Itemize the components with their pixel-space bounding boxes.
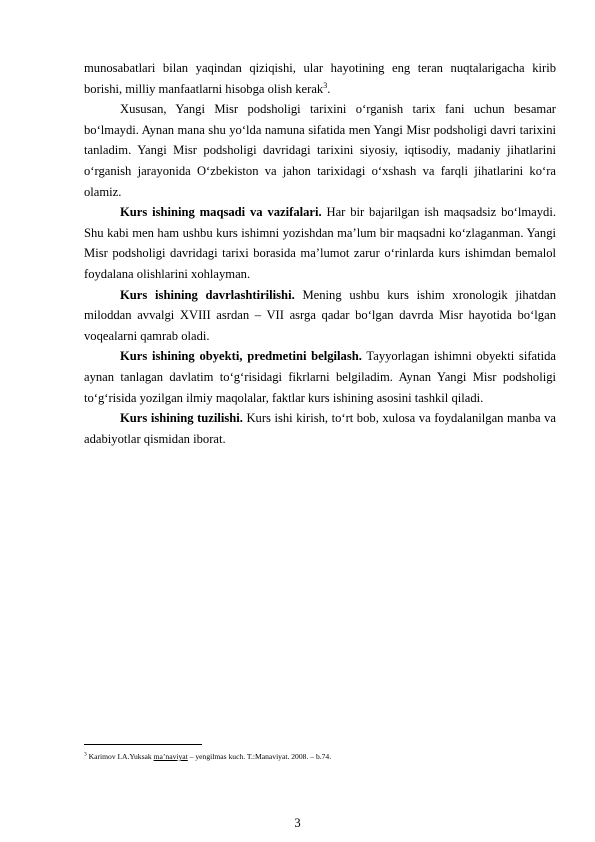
body-text	[84, 58, 556, 449]
footnote-reference[interactable]: 3	[323, 80, 328, 90]
paragraph-3-text: Har bir bajarilgan ish maqsadsiz bo‘lmaydi. Shu kabi men ham ushbu kurs ishimni yozishdan ma’lum bir maqsadni ko‘zlaganman. Yangi Misr podsholigi davridagi tarixi borasida ma’lumot zarur o‘rinlarda kurs ishimdan bemalol foydalana olishlarini xohlayman.	[84, 205, 556, 281]
section-heading-structure: Kurs ishining tuzilishi.	[120, 411, 243, 426]
paragraph-4	[84, 285, 556, 347]
paragraph-6	[84, 408, 556, 449]
section-heading-goal: Kurs ishining maqsadi va vazifalari.	[120, 205, 322, 220]
paragraph-1-text: munosabatlari bilan yaqindan qiziqishi, ular hayotining eng teran nuqtalarigacha kirib borishi, milliy manfaatlarni hisobga olish kerak	[84, 61, 556, 96]
section-heading-object: Kurs ishining obyekti, predmetini belgilash.	[120, 349, 362, 364]
paragraph-2-text: Xususan, Yangi Misr podsholigi tarixini o‘rganish tarix fani uchun besamar bo‘lmaydi. Aynan mana shu yo‘lda namuna sifatida men Yangi Misr podsholigi davri tarixini tanladim. Yangi Misr podsholigi davridagi tarixini siyosiy, iqtisodiy, madaniy jihatlarini o‘rganish jarayonida O‘zbekiston va jahon tarixidagi o‘xshash va farqli jihatlarini ko‘ra olamiz.	[84, 102, 556, 199]
paragraph-4-text: Mening ushbu kurs ishim xronologik jihatdan miloddan avvalgi XVIII asrdan – VII asrga qadar bo‘lgan davrda Misr hayotida bo‘lgan voqealarni qamrab oladi.	[84, 287, 556, 343]
paragraph-5-text: Tayyorlagan ishimni obyekti sifatida aynan tanlagan davlatim to‘g‘risidagi fikrlarni belgiladim. Aynan Yangi Misr podsholigi to‘g‘risida yozilgan ilmiy maqolalar, faktlar kurs ishining asosini tashkil qiladi.	[84, 349, 556, 405]
footnote-text-after: – yengilmas kuch. T.:Manaviyat. 2008. – b.74.	[187, 752, 332, 761]
footnote	[84, 752, 556, 762]
paragraph-6-text: Kurs ishi kirish, to‘rt bob, xulosa va foydalanilgan manba va adabiyotlar qismidan iborat.	[84, 411, 557, 446]
paragraph-5	[84, 346, 556, 408]
footnote-number: 3	[84, 751, 87, 758]
footnote-separator	[84, 744, 202, 745]
section-heading-periodization: Kurs ishining davrlashtirilishi.	[120, 287, 295, 302]
footnote-text-before: Karimov I.A.Yuksak	[86, 752, 154, 761]
paragraph-3	[84, 202, 556, 284]
page-number: 3	[294, 816, 301, 830]
footnote-underlined-word: ma’naviyat	[153, 752, 188, 761]
paragraph-1-end: .	[327, 81, 331, 96]
paragraph-1	[84, 58, 556, 99]
paragraph-2	[84, 99, 556, 202]
